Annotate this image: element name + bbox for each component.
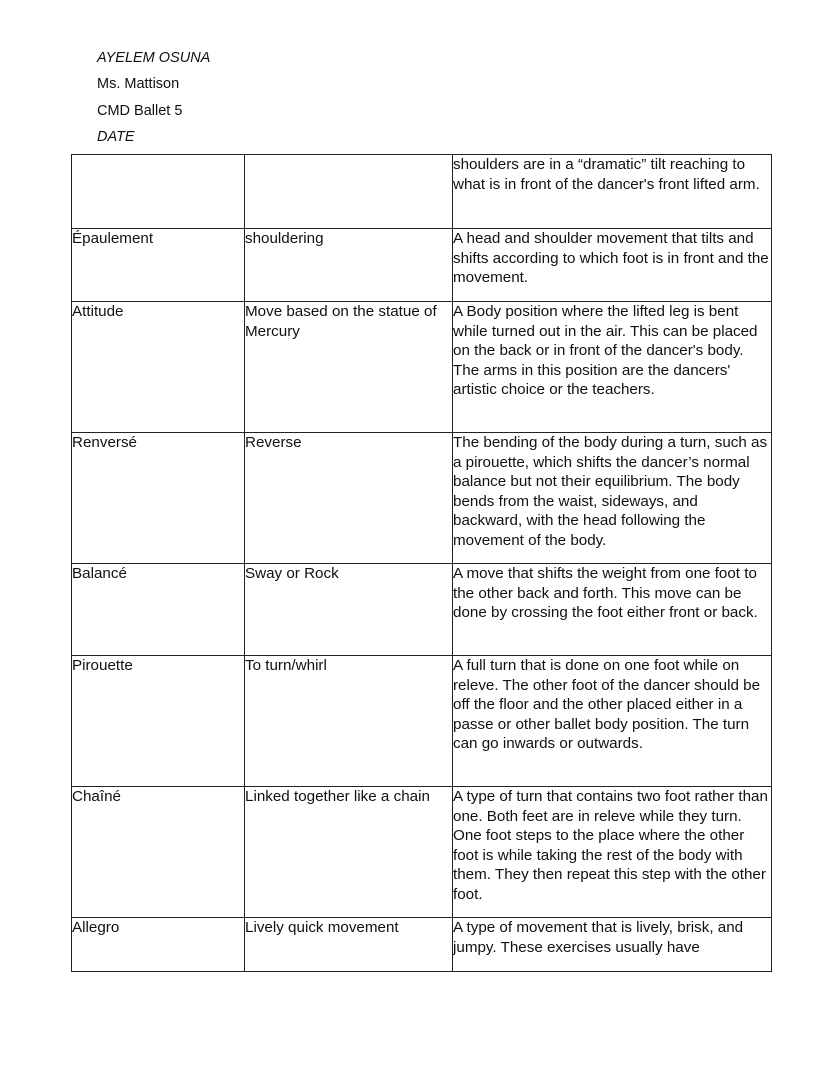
definition-cell: The bending of the body during a turn, such as a pirouette, which shifts the dancer’s normal balance but not their equilibrium. The body bends from the waist, sideways, and backward, with the head following the movement of the body.	[453, 433, 772, 564]
translation-cell: shouldering	[245, 229, 453, 302]
table-row	[72, 155, 772, 229]
table-row	[72, 302, 772, 433]
table-row	[72, 433, 772, 564]
ballet-terms-table	[71, 154, 772, 972]
term-cell: Allegro	[72, 918, 245, 972]
table-row	[72, 656, 772, 787]
definition-cell: A full turn that is done on one foot while on releve. The other foot of the dancer should be off the floor and the other placed either in a passe or other ballet body position. The turn can go inwards or outwards.	[453, 656, 772, 787]
definition-cell: A head and shoulder movement that tilts and shifts according to which foot is in front and the movement.	[453, 229, 772, 302]
translation-cell: To turn/whirl	[245, 656, 453, 787]
teacher-name: Ms. Mattison	[97, 76, 180, 93]
table-row	[72, 918, 772, 972]
term-cell: Épaulement	[72, 229, 245, 302]
translation-cell: Reverse	[245, 433, 453, 564]
document-header	[97, 47, 210, 152]
translation-cell	[245, 155, 453, 229]
translation-cell: Lively quick movement	[245, 918, 453, 972]
term-cell	[72, 155, 245, 229]
definition-cell: A move that shifts the weight from one foot to the other back and forth. This move can be done by crossing the foot either front or back.	[453, 564, 772, 656]
term-cell: Renversé	[72, 433, 245, 564]
translation-cell: Sway or Rock	[245, 564, 453, 656]
definition-cell: A type of movement that is lively, brisk, and jumpy. These exercises usually have	[453, 918, 772, 972]
course-name: CMD Ballet 5	[97, 102, 183, 119]
table-row	[72, 564, 772, 656]
term-cell: Pirouette	[72, 656, 245, 787]
term-cell: Attitude	[72, 302, 245, 433]
translation-cell: Linked together like a chain	[245, 787, 453, 918]
definition-cell: shoulders are in a “dramatic” tilt reaching to what is in front of the dancer's front lifted arm.	[453, 155, 772, 229]
term-cell: Chaîné	[72, 787, 245, 918]
term-cell: Balancé	[72, 564, 245, 656]
table-row	[72, 787, 772, 918]
date-label: DATE	[97, 128, 135, 145]
translation-cell: Move based on the statue of Mercury	[245, 302, 453, 433]
definition-cell: A Body position where the lifted leg is bent while turned out in the air. This can be placed on the back or in front of the dancer's body. The arms in this position are the dancers' artistic choice or the teachers.	[453, 302, 772, 433]
table-row	[72, 229, 772, 302]
student-name: AYELEM OSUNA	[97, 50, 211, 66]
definition-cell: A type of turn that contains two foot rather than one. Both feet are in releve while they turn. One foot steps to the place where the other foot is while taking the rest of the body with them. They then repeat this step with the other foot.	[453, 787, 772, 918]
